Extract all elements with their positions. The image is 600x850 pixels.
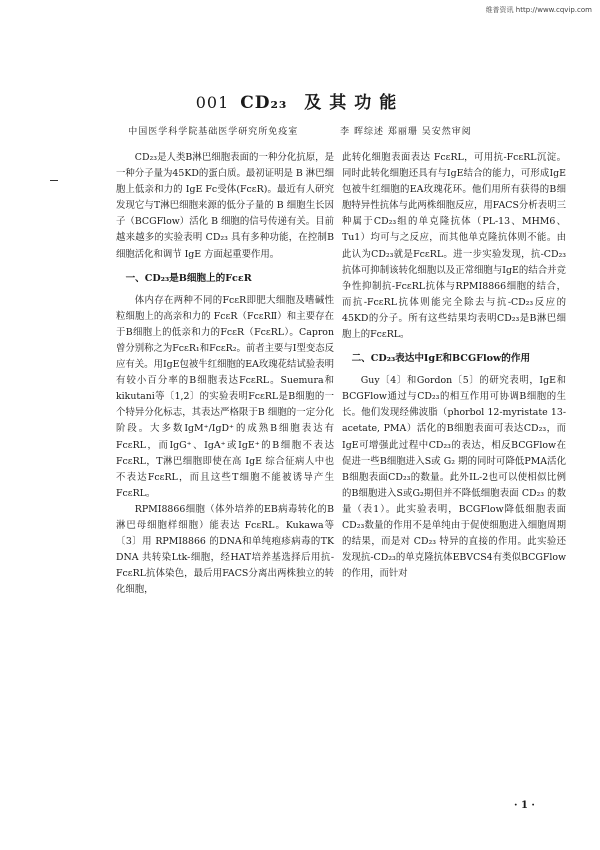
section1-paragraph-2: RPMI8866细胞（体外培养的EB病毒转化的B淋巴母细胞样细胞）能表达 FcεRL。Kukawa等〔3〕用 RPMI8866 的DNA和单纯疱疹病毒的TK DNA 共转染Ltk-细胞，经HAT培养基选择后用抗-FcεRL抗体染色，最后用FACS分离出两株独立的转化细胞，: [116, 503, 334, 596]
section1-paragraph-2-continued: 此转化细胞表面表达 FcεRL，可用抗-FcεRL沉淀。同时此转化细胞还具有与IgE结合的能力，可形成IgE包被牛红细胞的EA玫瑰花环。他们用所有获得的B细胞特异性抗体与此两株细胞反应，用FACS分析表明三种属于CD₂₃组的单克隆抗体（PL-13、MHM6、Tu1）均可与之反应，而其他单克隆抗体则不能。由此认为CD₂₃就是FcεRL。进一步实验发现，抗-CD₂₃抗体可抑制该转化细胞以及正常细胞与IgE的结合并竞争性抑制抗-FcεRL抗体与RPMI8866细胞的结合，而抗-FcεRL抗体则能完全除去与抗-CD₂₃反应的45KD的分子。所有这些结果均表明CD₂₃是B淋巴细胞上的FcεRL。: [342, 152, 566, 341]
authors: 李 晖综述 郑丽珊 吴安然审阅: [340, 127, 472, 137]
section2-paragraph-1: Guy〔4〕和Gordon〔5〕的研究表明，IgE和BCGFlow通过与CD₂₃的相互作用可协调B细胞的生长。他们发现经佛波脂（phorbol 12-myristate 13-acetate, PMA）活化的B细胞表面可表达CD₂₃，而IgE可增强此过程中CD₂₃的表达，相反BCGFlow在促进一些B细胞进入S或 G₂ 期的同时可降低PMA活化B细胞表面CD₂₃的数量。此外IL-2也可以使相似比例的B细胞进入S或G₂期但并不降低细胞表面 CD₂₃ 的数量（表1）。此实验表明，BCGFlow降低细胞表面CD₂₃数量的作用不是单纯由于促使细胞进入细胞周期的结果，而是对 CD₂₃ 特异的直接的作用。此实验还发现抗-CD₂₃的单克隆抗体EBVCS4有类似BCGFlow的作用，而针对: [342, 375, 566, 580]
title-number: 001: [195, 93, 230, 112]
right-column: [342, 150, 566, 582]
section-heading-2: 二、CD₂₃表达中IgE和BCGFlow的作用: [351, 353, 531, 365]
institution: 中国医学科学院基础医学研究所免疫室: [128, 127, 299, 137]
section1-paragraph-1: 体内存在两种不同的FcεR即肥大细胞及嗜碱性粒细胞上的高亲和力的 FcεR（FcεRⅡ）和主要存在于B细胞上的低亲和力的FcεR（FcεRL）。Capron 曾分别称之为FcεR₁和FcεR₂。前者主要与Ⅰ型变态反应有关。用IgE包被牛红细胞的EA玫瑰花结试验表明有较小百分率的B细胞表达FcεRL。Suemura和kikutani等〔1,2〕的实验表明FcεRL是B细胞的一个特异分化标志，其表达严格限于B 细胞的一定分化阶段。大多数IgM⁺/IgD⁺的成熟B细胞表达有 FcεRL，而IgG⁺、IgA⁺或IgE⁺的B细胞不表达FcεRL，T淋巴细胞即使在高 IgE 综合征病人中也不表达FcεRL，而且这些T细胞不能被诱导产生FcεRL。: [116, 294, 334, 499]
title-main: 及其功能: [304, 93, 405, 113]
intro-paragraph: CD₂₃是人类B淋巴细胞表面的一种分化抗原，是一种分子量为45KD的蛋白质。最初证明是 B 淋巴细胞上低亲和力的 IgE Fc受体(FcεR)。最近有人研究发现它与T淋巴细胞来源的低分子量的 B 细胞生长因子（BCGFlow）活化 B 细胞的信号传递有关。目前越来越多的实验表明 CD₂₃ 具有多种功能，在控制B细胞活化和调节 IgE 方面起重要作用。: [116, 152, 334, 260]
section-heading-1: 一、CD₂₃是B细胞上的FcεR: [125, 272, 252, 284]
title-subject: CD₂₃: [240, 93, 288, 113]
watermark: 维普资讯 http://www.cqvip.com: [485, 6, 592, 14]
affiliation-line: [0, 124, 600, 137]
margin-mark: [50, 180, 58, 181]
left-column: [116, 150, 334, 598]
article-title: [0, 88, 600, 113]
page-number: · 1 ·: [514, 800, 535, 811]
